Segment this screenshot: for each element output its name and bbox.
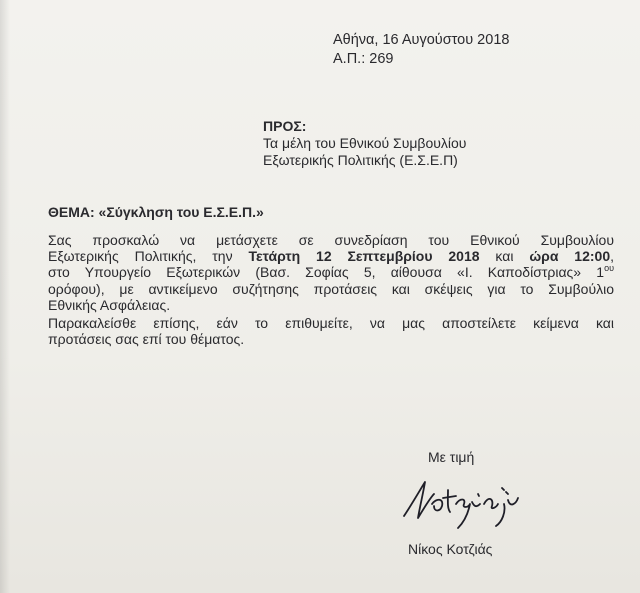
paragraph-2-line-1: Παρακαλείσθε επίσης, εάν το επιθυμείτε, να μας αποστείλετε κείμενα και <box>48 315 614 332</box>
recipient-block <box>263 118 466 169</box>
meeting-location-text: στο Υπουργείο Εξωτερικών (Βασ. Σοφίας 5, αίθουσα «Ι. Καποδίστριας» 1 <box>48 264 605 281</box>
letter-header <box>333 31 509 69</box>
paragraph-1-line-5: Εθνικής Ασφάλειας. <box>48 296 171 313</box>
paragraph-1-line-4: ορόφου), με αντικείμενο συζήτησης προτάσεις και σκέψεις για το Συμβούλιο <box>48 280 614 297</box>
paragraph-1-line-2 <box>48 248 614 264</box>
meeting-intro-text: Εξωτερικής Πολιτικής, την <box>48 248 249 265</box>
paragraph-1-line-3 <box>48 264 614 280</box>
recipient-line-1: Τα μέλη του Εθνικού Συμβουλίου <box>263 135 467 151</box>
letter-subject: ΘΕΜΑ: «Σύγκληση του Ε.Σ.Ε.Π.» <box>48 204 264 220</box>
signer-name: Νίκος Κοτζιάς <box>408 541 493 557</box>
meeting-time: ώρα 12:00 <box>529 248 611 265</box>
recipient-label: ΠΡΟΣ: <box>263 118 307 134</box>
protocol-number: Α.Π.: 269 <box>333 51 394 67</box>
paragraph-2-line-2: προτάσεις σας επί του θέματος. <box>48 331 245 348</box>
page-edge-shadow <box>0 0 10 593</box>
meeting-comma: , <box>610 248 614 265</box>
recipient-line-2: Εξωτερικής Πολιτικής (Ε.Σ.Ε.Π) <box>263 152 458 168</box>
closing-salutation: Με τιμή <box>428 449 475 465</box>
paragraph-1 <box>48 232 614 313</box>
letter-date: Αθήνα, 16 Αυγούστου 2018 <box>333 32 510 48</box>
floor-ordinal-suffix: ου <box>604 264 614 274</box>
letter-body <box>48 232 614 347</box>
paragraph-2 <box>48 315 614 347</box>
meeting-date: Τετάρτη 12 Σεπτεμβρίου 2018 <box>248 248 480 265</box>
meeting-and-text: και <box>479 248 530 265</box>
handwritten-signature <box>398 474 530 534</box>
paragraph-1-line-1: Σας προσκαλώ να μετάσχετε σε συνεδρίαση του Εθνικού Συμβουλίου <box>48 232 614 248</box>
